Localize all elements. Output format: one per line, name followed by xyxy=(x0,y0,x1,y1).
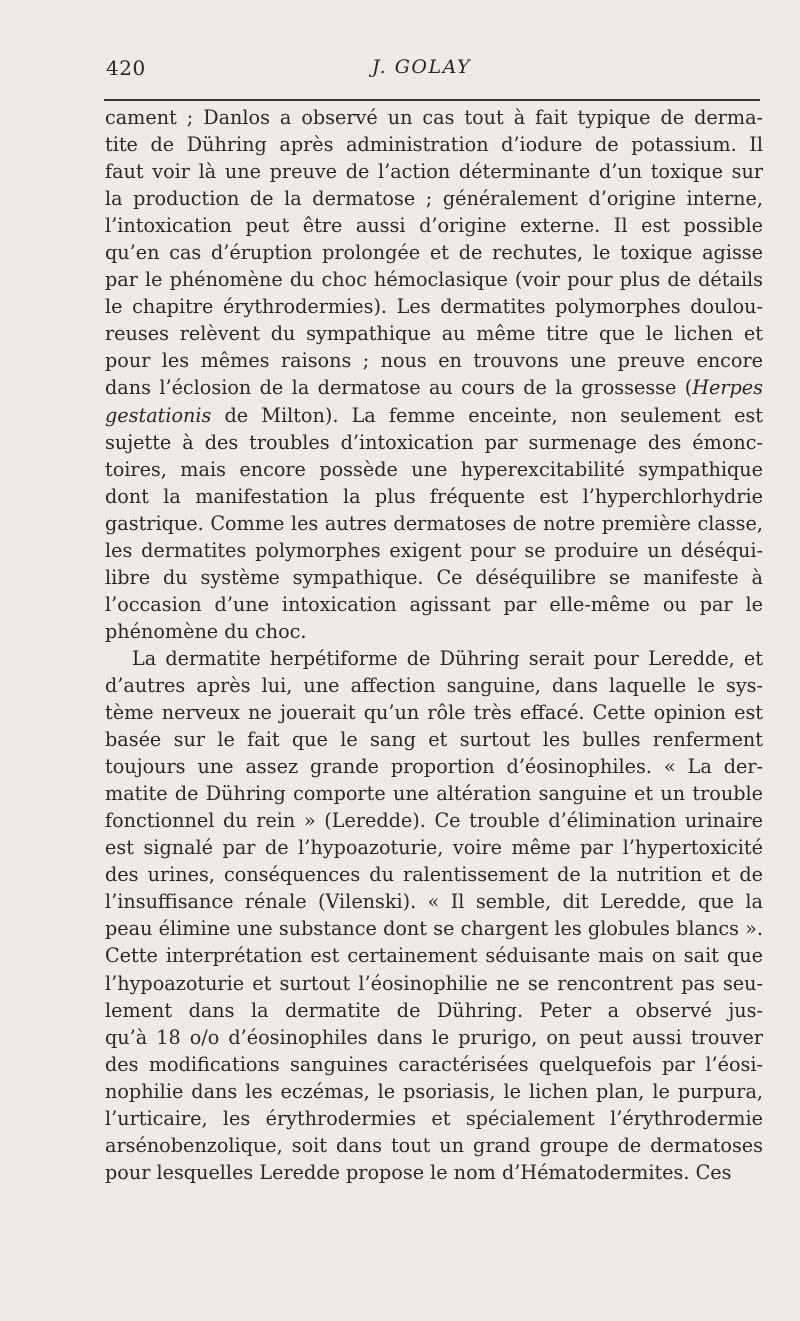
text-line xyxy=(105,591,763,618)
text-line xyxy=(105,672,763,699)
text-segment: pour lesquelles Leredde propose le nom d’Hématodermites. Ces xyxy=(105,1160,732,1184)
text-segment: phénomène du choc. xyxy=(105,619,307,643)
text-segment: dans l’éclosion de la dermatose au cours de la grossesse ( xyxy=(105,376,693,400)
text-segment: pour les mêmes raisons ; nous en trouvons une preuve encore xyxy=(105,349,763,373)
text-segment: libre du système sympathique. Ce déséquilibre se manifeste à xyxy=(105,565,763,589)
text-line xyxy=(105,1159,763,1186)
text-line xyxy=(105,942,763,969)
text-line xyxy=(105,807,763,834)
text-segment: cament ; Danlos a observé un cas tout à fait typique de derma- xyxy=(105,106,763,129)
text-line xyxy=(105,293,763,320)
text-segment: de Milton). La femme enceinte, non seulement est xyxy=(211,403,763,427)
text-segment: nophilie dans les eczémas, le psoriasis, le lichen plan, le purpura, xyxy=(105,1079,763,1103)
text-segment: sujette à des troubles d’intoxication par surmenage des émonc- xyxy=(105,430,763,454)
page-header xyxy=(0,48,800,84)
text-segment: qu’à 18 o/o d’éosinophiles dans le prurigo, on peut aussi trouver xyxy=(105,1025,763,1049)
text-line xyxy=(105,834,763,861)
text-segment: par le phénomène du choc hémoclasique (voir pour plus de détails xyxy=(105,268,763,292)
text-segment: peau élimine une substance dont se chargent les globules blancs ». xyxy=(105,917,763,941)
text-segment: tème nerveux ne jouerait qu’un rôle très effacé. Cette opinion est xyxy=(105,701,763,725)
text-segment: des urines, conséquences du ralentissement de la nutrition et de xyxy=(105,863,763,887)
text-segment: Cette interprétation est certainement séduisante mais on sait que xyxy=(105,944,763,968)
text-segment: l’urticaire, les érythrodermies et spécialement l’érythrodermie xyxy=(105,1106,763,1130)
text-line xyxy=(105,1132,763,1159)
text-line xyxy=(105,753,763,780)
text-segment: gastrique. Comme les autres dermatoses de notre première classe, xyxy=(105,511,763,535)
text-line xyxy=(105,997,763,1024)
text-segment: toujours une assez grande proportion d’éosinophiles. « La der- xyxy=(105,755,763,779)
text-segment: les dermatites polymorphes exigent pour se produire un déséqui- xyxy=(105,538,763,562)
text-line xyxy=(105,1078,763,1105)
text-line xyxy=(105,970,763,997)
header-rule xyxy=(104,99,760,101)
text-segment: d’autres après lui, une affection sanguine, dans laquelle le sys- xyxy=(105,673,763,697)
text-line xyxy=(105,699,763,726)
text-segment: l’intoxication peut être aussi d’origine externe. Il est possible xyxy=(105,214,763,238)
italic-segment: gestationis xyxy=(105,403,212,427)
text-line xyxy=(105,1105,763,1132)
text-line xyxy=(105,347,763,374)
text-line xyxy=(105,320,763,347)
text-line xyxy=(105,861,763,888)
text-segment: matite de Dühring comporte une altération sanguine et un trouble xyxy=(105,782,763,806)
text-segment: le chapitre érythrodermies). Les dermatites polymorphes doulou- xyxy=(105,295,763,319)
text-line xyxy=(105,239,763,266)
text-line xyxy=(105,185,763,212)
text-segment: toires, mais encore possède une hyperexcitabilité sympathique xyxy=(105,457,763,481)
text-segment: l’insuffisance rénale (Vilenski). « Il semble, dit Leredde, que la xyxy=(105,890,763,914)
text-segment: l’occasion d’une intoxication agissant par elle-même ou par le xyxy=(105,592,763,616)
text-line xyxy=(105,1024,763,1051)
text-line xyxy=(105,618,763,645)
text-line xyxy=(105,212,763,239)
italic-segment: Herpes xyxy=(692,376,763,400)
text-line xyxy=(105,131,763,158)
text-line xyxy=(105,726,763,753)
text-line xyxy=(105,402,763,429)
text-line xyxy=(105,537,763,564)
text-segment: arsénobenzolique, soit dans tout un grand groupe de dermatoses xyxy=(105,1133,763,1157)
text-line xyxy=(105,1051,763,1078)
text-segment: tite de Dühring après administration d’iodure de potassium. Il xyxy=(105,133,763,157)
text-segment: reuses relèvent du sympathique au même titre que le lichen et xyxy=(105,322,763,346)
text-segment: faut voir là une preuve de l’action déterminante d’un toxique sur xyxy=(105,160,763,184)
text-segment: l’hypoazoturie et surtout l’éosinophilie ne se rencontrent pas seu- xyxy=(105,971,763,995)
text-line xyxy=(105,456,763,483)
text-segment: des modifications sanguines caractérisées quelquefois par l’éosi- xyxy=(105,1052,763,1076)
body-text xyxy=(105,104,763,1186)
text-segment: dont la manifestation la plus fréquente est l’hyperchlorhydrie xyxy=(105,484,763,508)
text-line xyxy=(105,158,763,185)
text-segment: est signalé par de l’hypoazoturie, voire même par l’hypertoxicité xyxy=(105,836,763,860)
text-line xyxy=(105,510,763,537)
text-line xyxy=(105,645,763,672)
text-line xyxy=(105,374,763,401)
text-segment: lement dans la dermatite de Dühring. Peter a observé jus- xyxy=(105,998,763,1022)
page-number: 420 xyxy=(106,56,146,80)
text-line xyxy=(105,483,763,510)
text-segment: la production de la dermatose ; généralement d’origine interne, xyxy=(105,187,763,211)
text-line xyxy=(105,780,763,807)
running-head: J. GOLAY xyxy=(372,56,472,78)
text-line xyxy=(105,429,763,456)
text-line xyxy=(105,104,763,131)
text-segment: qu’en cas d’éruption prolongée et de rechutes, le toxique agisse xyxy=(105,241,763,265)
text-segment: fonctionnel du rein » (Leredde). Ce trouble d’élimination urinaire xyxy=(105,809,763,833)
text-segment: basée sur le fait que le sang et surtout les bulles renferment xyxy=(105,728,763,752)
text-segment: La dermatite herpétiforme de Dühring serait pour Leredde, et xyxy=(132,646,763,670)
text-line xyxy=(105,915,763,942)
text-line xyxy=(105,266,763,293)
text-line xyxy=(105,888,763,915)
text-line xyxy=(105,564,763,591)
